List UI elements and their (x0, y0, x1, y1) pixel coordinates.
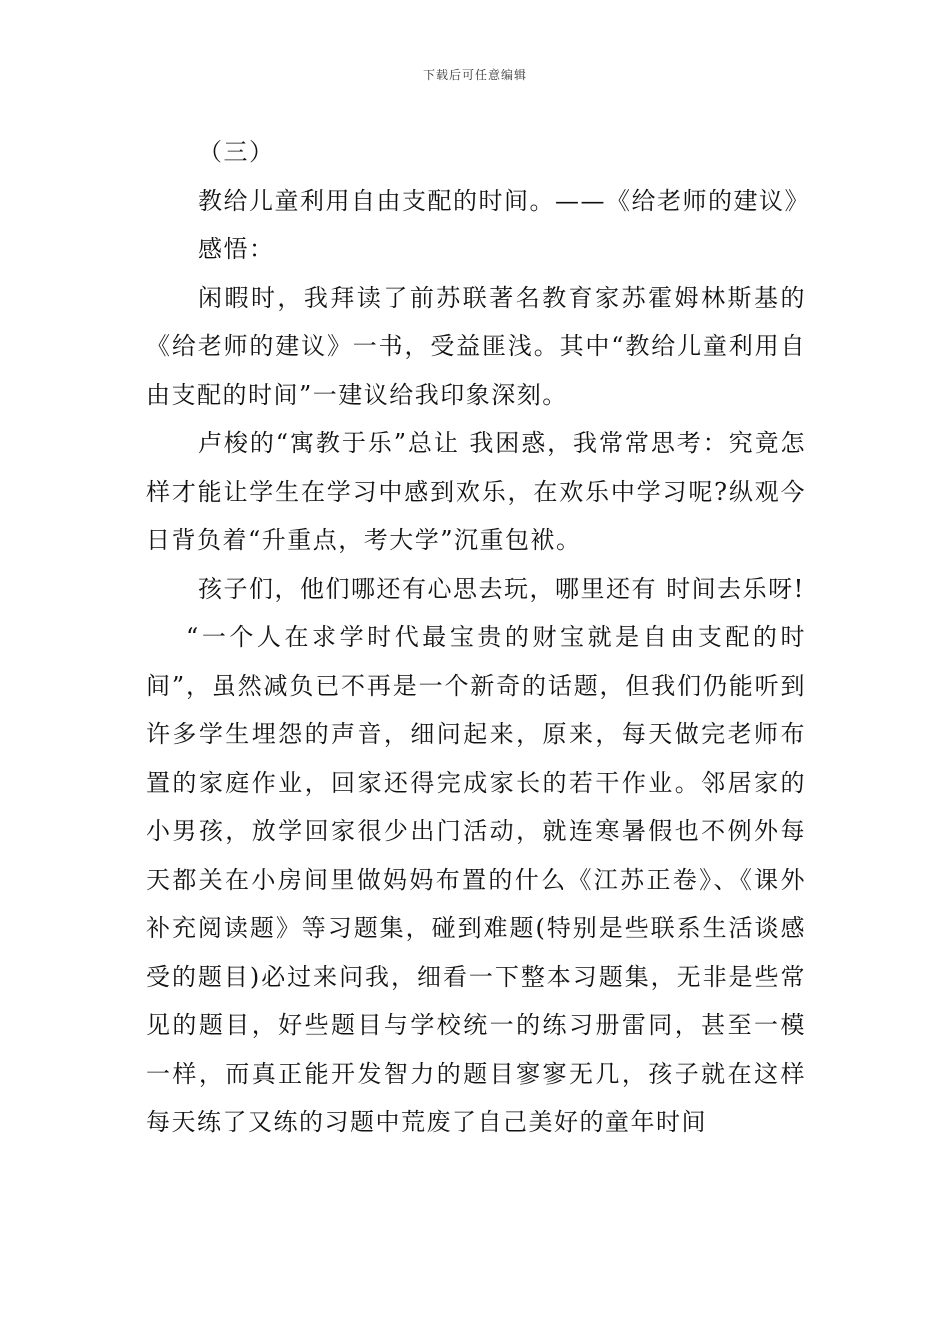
reflection-label: 感悟： (198, 235, 275, 263)
document-body (146, 128, 810, 1147)
section-number: （三） (198, 138, 275, 166)
header-note: 下载后可任意编辑 (422, 68, 527, 82)
body-paragraph: 孩子们，他们哪还有心思去玩，哪里还有 时间去乐呀! (198, 574, 805, 603)
body-paragraph: “一个人在求学时代最宝贵的财宝就是自由支配的时间”，虽然减负已不再是一个新奇的话题，但我们仍能听到许多学生埋怨的声音，细问起来，原来，每天做完老师布置的家庭作业，回家还得完成家长的若干作业。邻居家的小男孩，放学回家很少出门活动，就连寒暑假也不例外每天都关在小房间里做妈妈布置的什么《江苏正卷》、《课外补充阅读题》等习题集，碰到难题(特别是些联系生活谈感受的题目)必过来问我，细看一下整本习题集，无非是些常见的题目，好些题目与学校统一的练习册雷同，甚至一模一样，而真正能开发智力的题目寥寥无几，孩子就在这样每天练了又练的习题中荒废了自己美好的童年时间 (146, 623, 806, 1136)
body-paragraph: 卢梭的“寓教于乐”总让 我困惑，我常常思考：究竟怎样才能让学生在学习中感到欢乐，在欢乐中学习呢?纵观今日背负着“升重点，考大学”沉重包袱。 (146, 429, 806, 554)
quote-heading: 教给儿童利用自由支配的时间。——《给老师的建议》 (198, 186, 810, 215)
body-paragraph: 闲暇时，我拜读了前苏联著名教育家苏霍姆林斯基的《给老师的建议》一书，受益匪浅。其中“教给儿童利用自由支配的时间”一建议给我印象深刻。 (146, 283, 806, 409)
